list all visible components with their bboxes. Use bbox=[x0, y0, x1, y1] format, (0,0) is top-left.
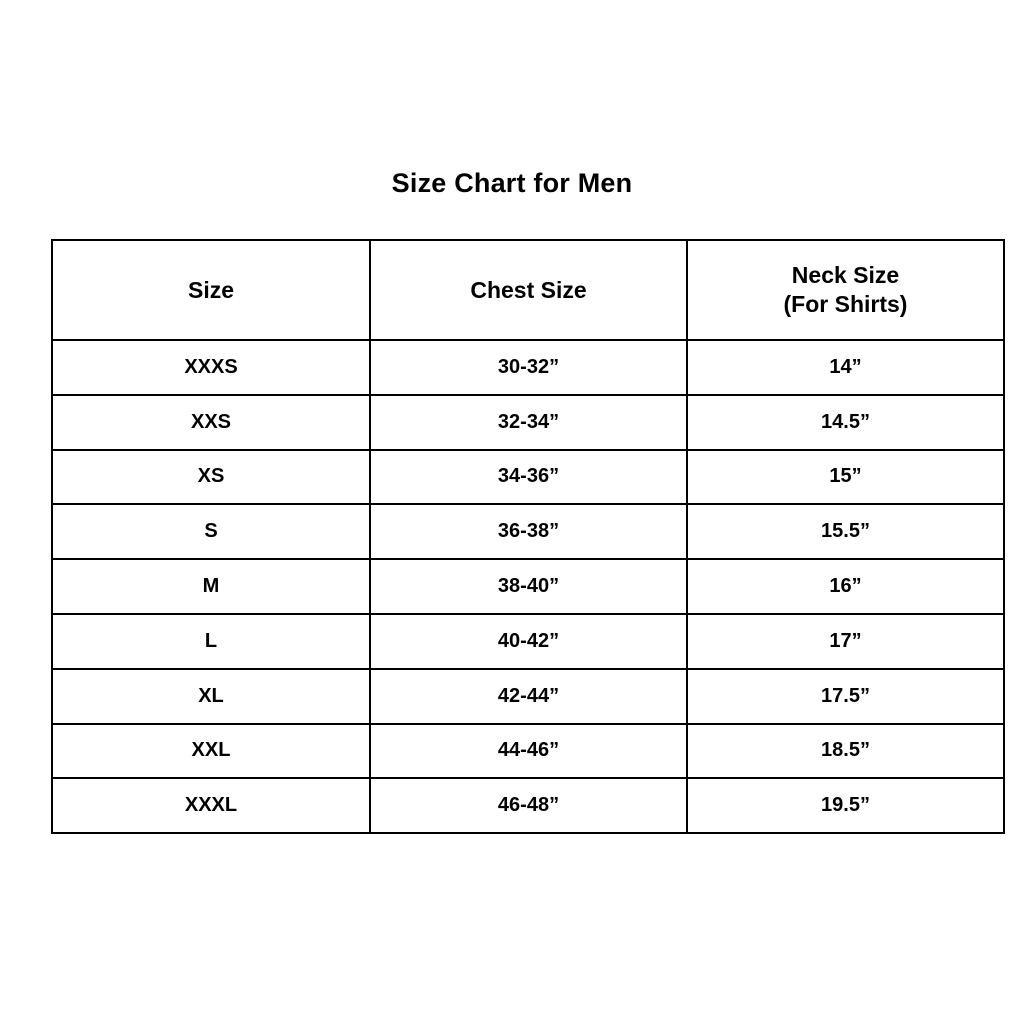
table-row bbox=[52, 669, 1004, 724]
column-header-neck-size-subtitle: (For Shirts) bbox=[783, 291, 908, 317]
cell-size: XL bbox=[52, 669, 370, 724]
table-row bbox=[52, 504, 1004, 559]
cell-neck: 15.5” bbox=[687, 504, 1004, 559]
cell-size: XXXS bbox=[52, 340, 370, 395]
cell-chest: 32-34” bbox=[370, 395, 687, 450]
cell-chest: 40-42” bbox=[370, 614, 687, 669]
cell-chest: 36-38” bbox=[370, 504, 687, 559]
table-row bbox=[52, 559, 1004, 614]
cell-chest: 42-44” bbox=[370, 669, 687, 724]
cell-neck: 18.5” bbox=[687, 724, 1004, 779]
cell-neck: 14.5” bbox=[687, 395, 1004, 450]
cell-neck: 14” bbox=[687, 340, 1004, 395]
page-title: Size Chart for Men bbox=[391, 168, 633, 198]
column-header-chest-size-label: Chest Size bbox=[470, 276, 587, 303]
cell-neck: 16” bbox=[687, 559, 1004, 614]
cell-size: XXXL bbox=[52, 778, 370, 833]
column-header-neck-size-label: Neck Size bbox=[791, 262, 900, 289]
table-row bbox=[52, 395, 1004, 450]
size-chart-table bbox=[51, 239, 1005, 834]
table-header-row bbox=[52, 240, 1004, 340]
column-header-neck-size bbox=[687, 240, 1004, 340]
cell-size: XXS bbox=[52, 395, 370, 450]
cell-chest: 46-48” bbox=[370, 778, 687, 833]
cell-chest: 38-40” bbox=[370, 559, 687, 614]
cell-chest: 34-36” bbox=[370, 450, 687, 505]
cell-neck: 19.5” bbox=[687, 778, 1004, 833]
table-row bbox=[52, 724, 1004, 779]
table-row bbox=[52, 340, 1004, 395]
cell-neck: 15” bbox=[687, 450, 1004, 505]
cell-chest: 30-32” bbox=[370, 340, 687, 395]
table-row bbox=[52, 778, 1004, 833]
column-header-size-label: Size bbox=[187, 276, 235, 303]
cell-size: M bbox=[52, 559, 370, 614]
table-row bbox=[52, 450, 1004, 505]
cell-size: L bbox=[52, 614, 370, 669]
table-body bbox=[52, 340, 1004, 833]
column-header-chest-size bbox=[370, 240, 687, 340]
cell-size: XXL bbox=[52, 724, 370, 779]
cell-chest: 44-46” bbox=[370, 724, 687, 779]
column-header-size bbox=[52, 240, 370, 340]
cell-neck: 17” bbox=[687, 614, 1004, 669]
table-row bbox=[52, 614, 1004, 669]
cell-neck: 17.5” bbox=[687, 669, 1004, 724]
table-header bbox=[52, 240, 1004, 340]
cell-size: S bbox=[52, 504, 370, 559]
cell-size: XS bbox=[52, 450, 370, 505]
